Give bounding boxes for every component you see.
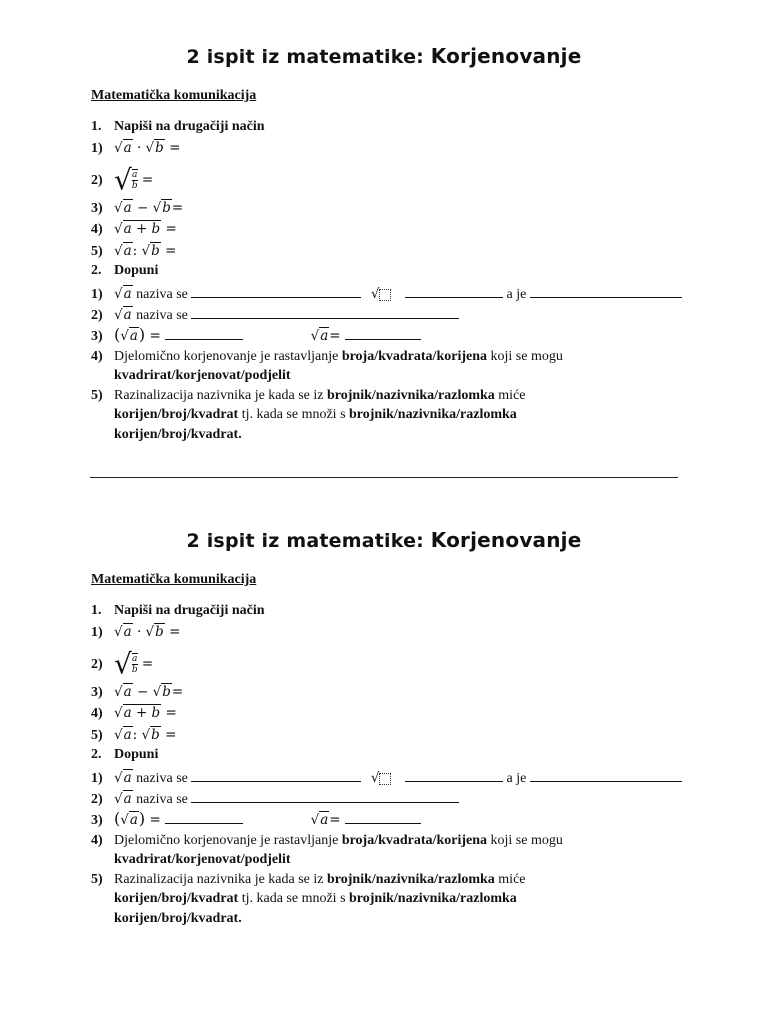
answer-blank[interactable]	[405, 284, 503, 298]
answer-blank[interactable]	[530, 284, 682, 298]
task-1-title: 1. Napiši na drugačiji način	[91, 603, 265, 618]
cut-divider	[90, 477, 678, 478]
task-2-item-4: 4) Djelomično korjenovanje je rastavljanje broja/kvadrata/korijena koji se mogu	[91, 833, 563, 848]
task-1-item-3: 3) √a − √b=	[91, 684, 184, 700]
task-1-item-2: 2) √ $\frac{a}{b}$ =	[91, 647, 154, 680]
task-1-item-4: 4) √a + b =	[91, 705, 177, 721]
section-heading: Matematička komunikacija	[91, 572, 257, 587]
task-2-item-2: 2) √a naziva se	[91, 789, 459, 809]
answer-blank[interactable]	[191, 305, 459, 319]
exam-sheet-1	[0, 0, 768, 484]
answer-blank[interactable]	[191, 789, 459, 803]
task-2-item-5-cont: korijen/broj/kvadrat tj. kada se množi s brojnik/nazivnika/razlomka	[114, 891, 517, 906]
placeholder-box-icon	[379, 289, 391, 301]
answer-blank[interactable]	[530, 768, 682, 782]
task-2-item-5-cont2: korijen/broj/kvadrat.	[114, 427, 242, 442]
task-2-item-1: 1) √a naziva se √ a je	[91, 768, 682, 788]
task-2-item-2: 2) √a naziva se	[91, 305, 459, 325]
task-2-item-1: 1) √a naziva se √ a je	[91, 284, 682, 304]
page-title: 2 ispit iz matematike: Korjenovanje	[186, 528, 582, 552]
task-1-item-4: 4) √a + b =	[91, 221, 177, 237]
task-2-title: 2. Dopuni	[91, 747, 159, 762]
answer-blank[interactable]	[165, 810, 243, 824]
task-1-item-5: 5) √a: √b =	[91, 727, 177, 743]
answer-blank[interactable]	[165, 326, 243, 340]
task-1-item-1: 1) √a · √b =	[91, 624, 181, 640]
task-2-title: 2. Dopuni	[91, 263, 159, 278]
answer-blank[interactable]	[191, 768, 361, 782]
task-2-item-5: 5) Razinalizacija nazivnika je kada se iz brojnik/nazivnika/razlomka miće	[91, 388, 526, 403]
task-2-item-3: 3) (√a) = √a=	[91, 810, 421, 830]
placeholder-box-icon	[379, 773, 391, 785]
task-2-item-5-cont2: korijen/broj/kvadrat.	[114, 911, 242, 926]
answer-blank[interactable]	[191, 284, 361, 298]
page-title: 2 ispit iz matematike: Korjenovanje	[186, 44, 582, 68]
task-2-item-5: 5) Razinalizacija nazivnika je kada se iz brojnik/nazivnika/razlomka miće	[91, 872, 526, 887]
task-1-item-2: 2) √ $\frac{a}{b}$ =	[91, 163, 154, 196]
task-1-item-1: 1) √a · √b =	[91, 140, 181, 156]
task-2-item-4-cont: kvadrirat/korjenovat/podjelit	[114, 852, 291, 867]
answer-blank[interactable]	[345, 810, 421, 824]
task-2-item-3: 3) (√a) = √a=	[91, 326, 421, 346]
task-2-item-4-cont: kvadrirat/korjenovat/podjelit	[114, 368, 291, 383]
answer-blank[interactable]	[405, 768, 503, 782]
task-1-item-3: 3) √a − √b=	[91, 200, 184, 216]
task-1-title: 1. Napiši na drugačiji način	[91, 119, 265, 134]
exam-sheet-2	[0, 484, 768, 968]
task-2-item-5-cont: korijen/broj/kvadrat tj. kada se množi s brojnik/nazivnika/razlomka	[114, 407, 517, 422]
task-2-item-4: 4) Djelomično korjenovanje je rastavljanje broja/kvadrata/korijena koji se mogu	[91, 349, 563, 364]
task-1-item-5: 5) √a: √b =	[91, 243, 177, 259]
answer-blank[interactable]	[345, 326, 421, 340]
section-heading: Matematička komunikacija	[91, 88, 257, 103]
